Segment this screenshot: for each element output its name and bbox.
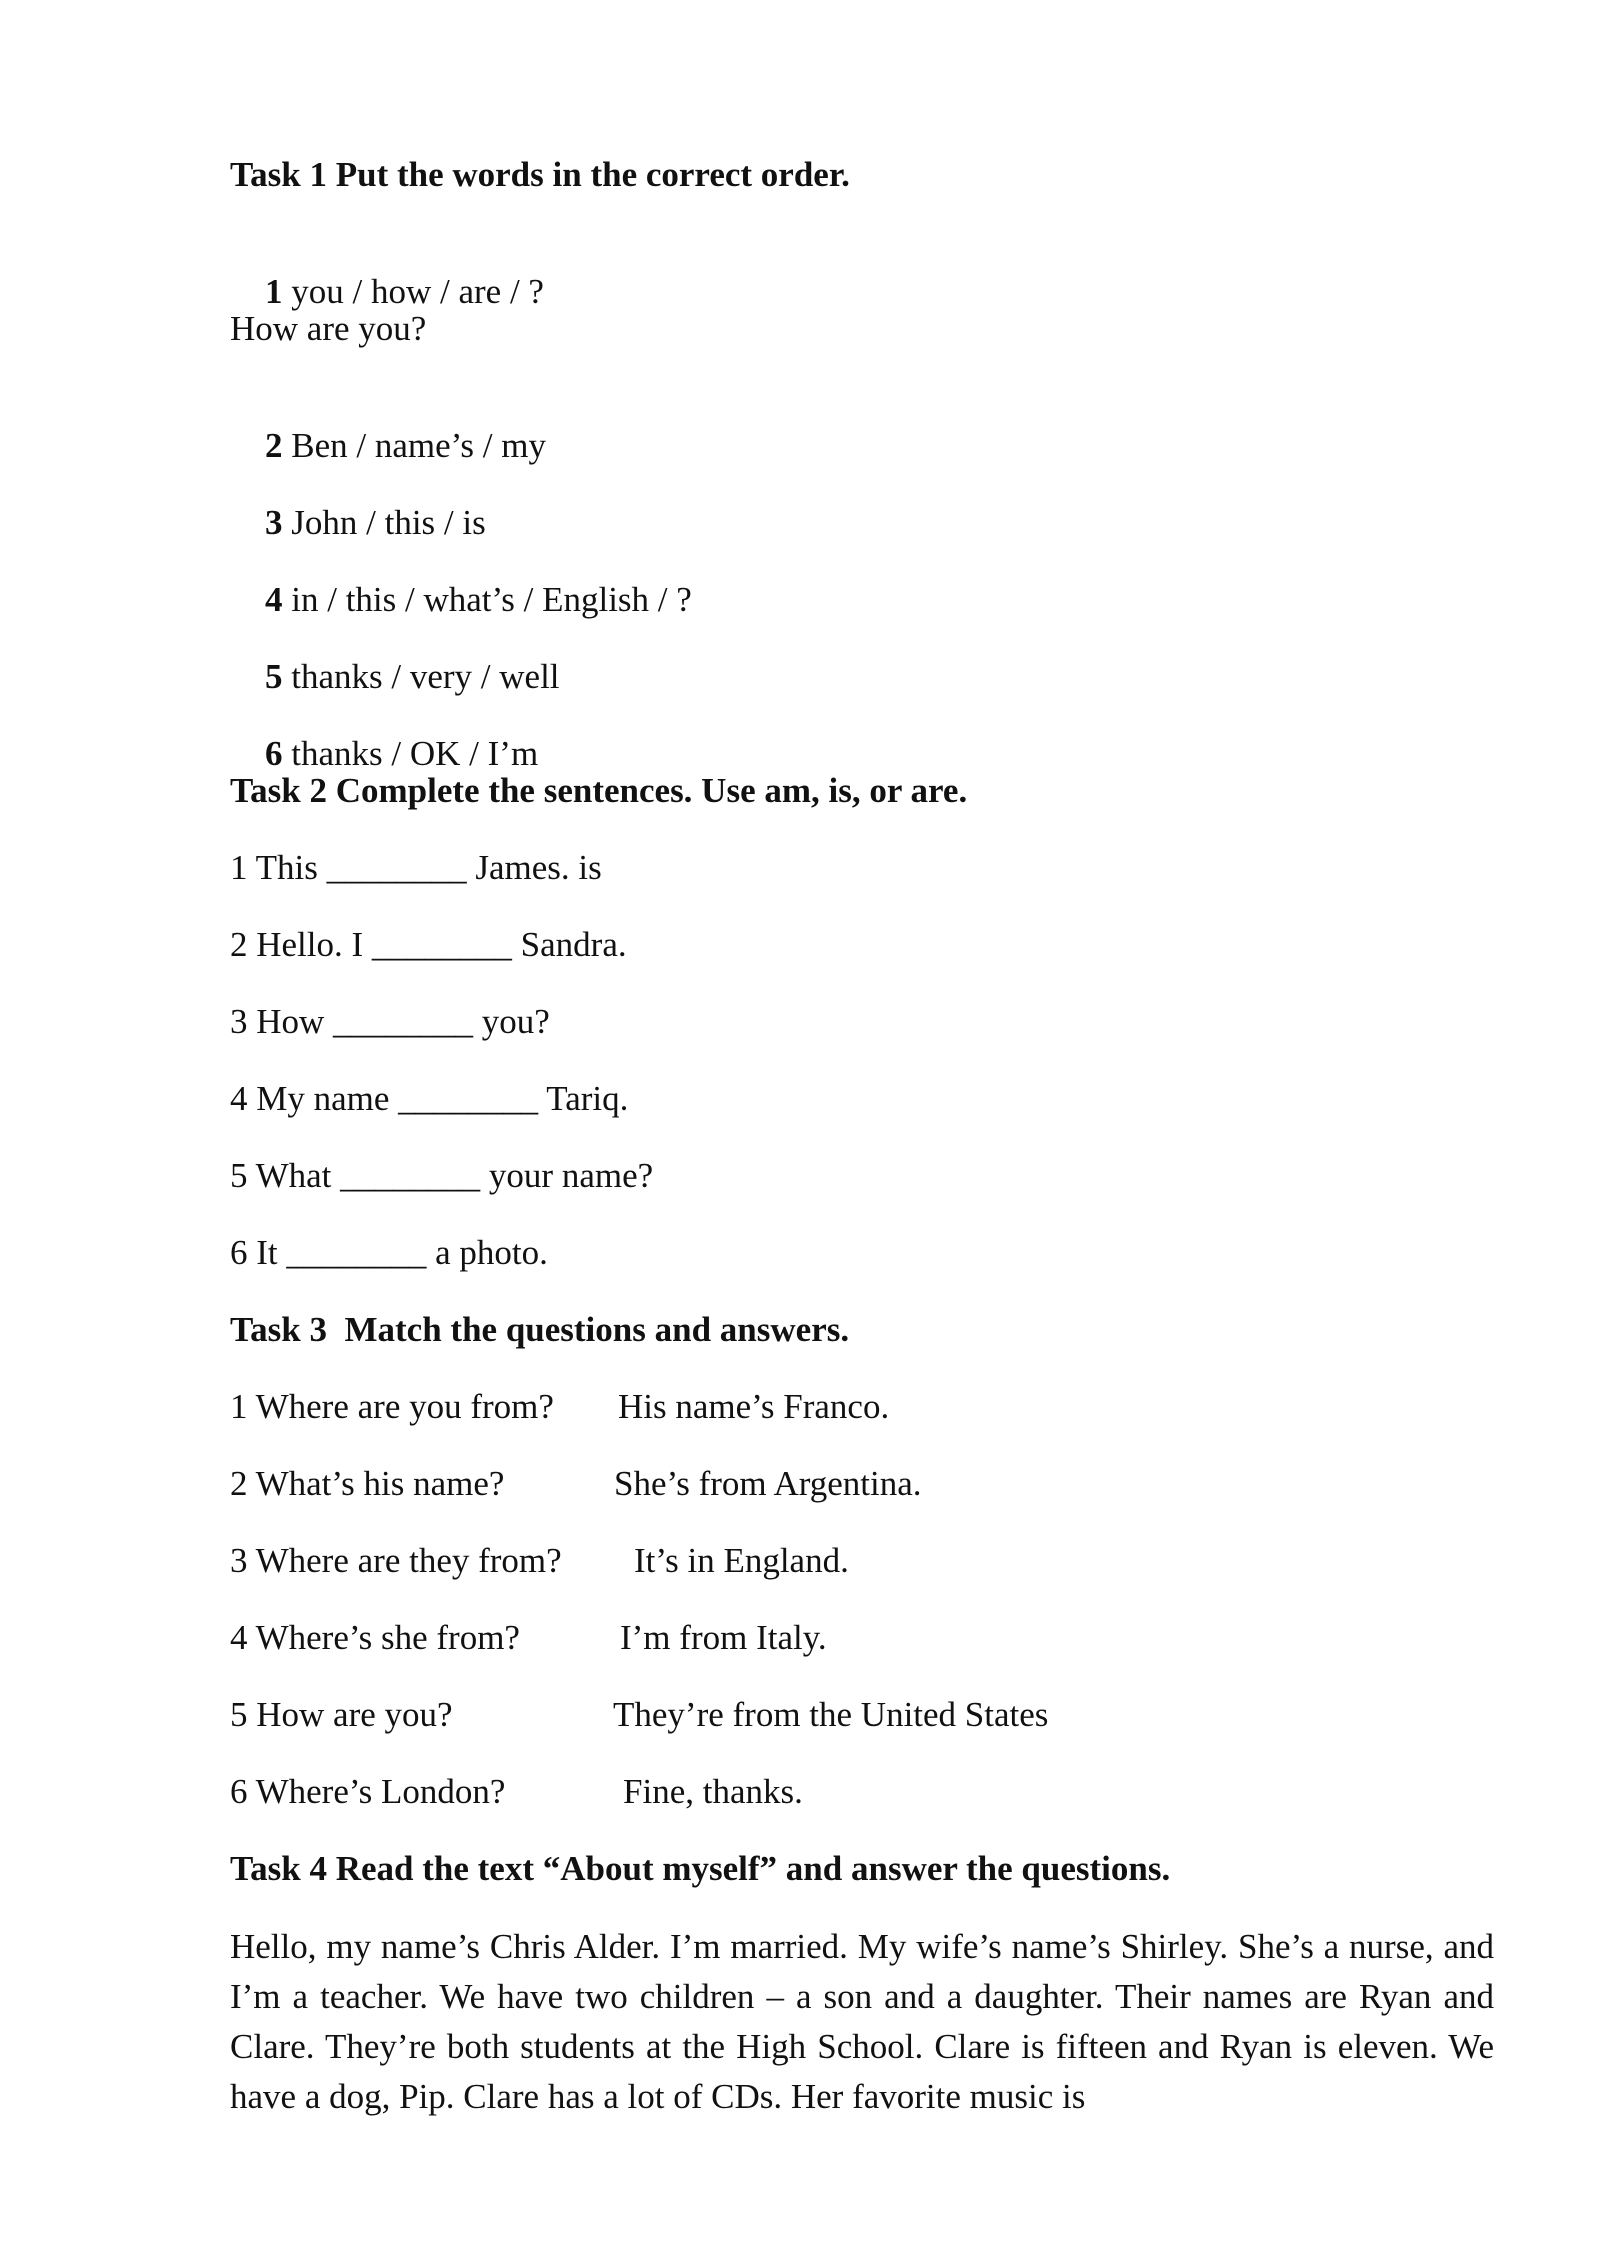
item-text: you / how / are / ?	[282, 272, 544, 311]
task2-sentence: 1 This ________ James. is	[230, 848, 602, 887]
match-question: 1 Where are you from?	[230, 1387, 554, 1426]
match-answer: I’m from Italy.	[620, 1618, 827, 1657]
match-answer: It’s in England.	[634, 1541, 849, 1580]
task1-example-answer: How are you?	[230, 309, 427, 348]
match-question: 2 What’s his name?	[230, 1464, 505, 1503]
item-number: 6	[265, 734, 283, 773]
match-answer: His name’s Franco.	[618, 1387, 890, 1426]
task4-heading: Task 4 Read the text “About myself” and answer the questions.	[230, 1849, 1171, 1888]
task4-reading-text: Hello, my name’s Chris Alder. I’m married. My wife’s name’s Shirley. She’s a nurse, and I’m a teacher. We have two children – a son and a daughter. Their names are Ryan and Clare. They’re both students at the High School. Clare is fifteen and Ryan is eleven. We have a dog, Pip. Clare has a lot of CDs. Her favorite music is	[230, 1927, 1494, 2116]
item-text: thanks / OK / I’m	[282, 734, 539, 773]
match-answer: Fine, thanks.	[623, 1772, 803, 1811]
task2-sentence: 6 It ________ a photo.	[230, 1233, 548, 1272]
match-pair	[230, 1541, 1230, 1581]
task2-sentence: 5 What ________ your name?	[230, 1156, 654, 1195]
item-number: 4	[265, 580, 283, 619]
task1-heading: Task 1 Put the words in the correct order.	[230, 155, 850, 194]
match-question: 3 Where are they from?	[230, 1541, 562, 1580]
match-pair	[230, 1464, 1230, 1504]
item-number: 1	[265, 272, 283, 311]
task3-heading: Task 3 Match the questions and answers.	[230, 1310, 850, 1349]
item-number: 2	[265, 426, 283, 465]
item-number: 3	[265, 503, 283, 542]
item-text: in / this / what’s / English / ?	[282, 580, 692, 619]
match-question: 5 How are you?	[230, 1695, 453, 1734]
item-text: thanks / very / well	[282, 657, 560, 696]
match-answer: She’s from Argentina.	[614, 1464, 922, 1503]
match-question: 4 Where’s she from?	[230, 1618, 520, 1657]
match-pair	[230, 1618, 1230, 1658]
item-text: John / this / is	[282, 503, 486, 542]
match-answer: They’re from the United States	[613, 1695, 1049, 1734]
task2-sentence: 2 Hello. I ________ Sandra.	[230, 925, 627, 964]
task2-sentence: 3 How ________ you?	[230, 1002, 550, 1041]
match-pair	[230, 1387, 1230, 1427]
match-question: 6 Where’s London?	[230, 1772, 506, 1811]
match-pair	[230, 1695, 1230, 1735]
task2-sentence: 4 My name ________ Tariq.	[230, 1079, 629, 1118]
match-pair	[230, 1772, 1230, 1812]
task2-heading: Task 2 Complete the sentences. Use am, is, or are.	[230, 771, 968, 810]
item-number: 5	[265, 657, 283, 696]
item-text: Ben / name’s / my	[282, 426, 546, 465]
